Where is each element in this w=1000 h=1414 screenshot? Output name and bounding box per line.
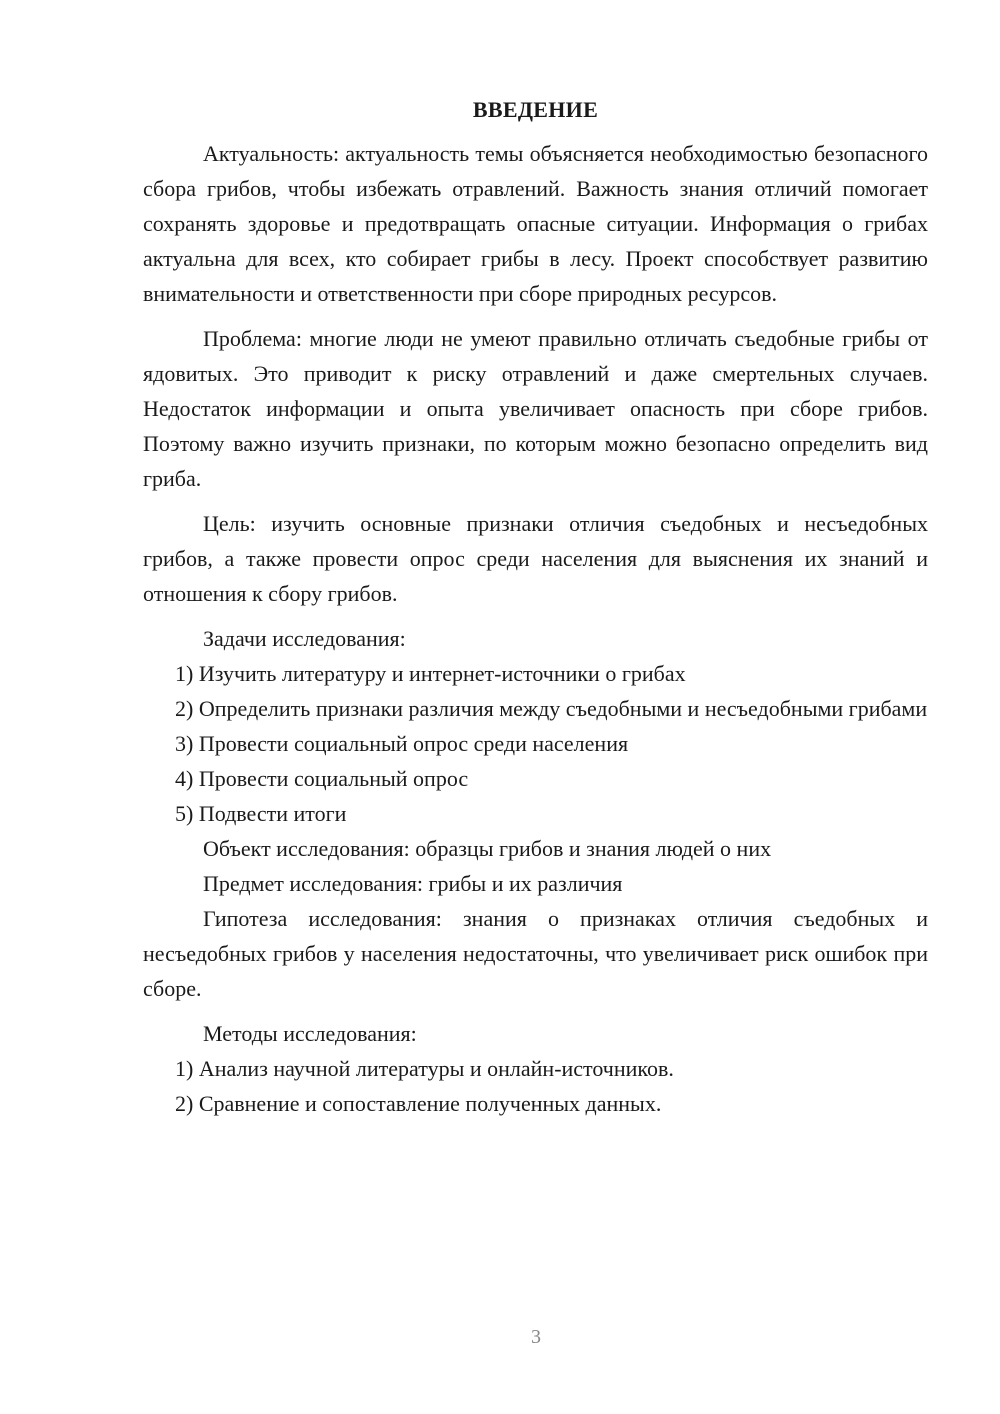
methods-title: Методы исследования:	[203, 1021, 417, 1046]
tasks-title: Задачи исследования:	[203, 626, 406, 651]
task-item-4: 4) Провести социальный опрос	[175, 766, 469, 791]
method-item-1: 1) Анализ научной литературы и онлайн-источников.	[175, 1056, 674, 1081]
relevance-paragraph: Актуальность: актуальность темы объясняется необходимостью безопасного сбора грибов, чтобы избежать отравлений. Важность знания отличий помогает сохранять здоровье и предотвращать опасные ситуации. Информация о грибах актуальна для всех, кто собирает грибы в лесу. Проект способствует развитию внимательности и ответственности при сборе природных ресурсов.	[143, 141, 928, 306]
goal-paragraph: Цель: изучить основные признаки отличия съедобных и несъедобных грибов, а также провести опрос среди населения для выяснения их знаний и отношения к сбору грибов.	[143, 511, 928, 606]
subject-paragraph: Предмет исследования: грибы и их различия	[203, 871, 623, 896]
task-item-5: 5) Подвести итоги	[175, 801, 347, 826]
hypothesis-paragraph: Гипотеза исследования: знания о признаках отличия съедобных и несъедобных грибов у населения недостаточны, что увеличивает риск ошибок при сборе.	[143, 906, 928, 1001]
page-content	[143, 90, 928, 1121]
task-item-3: 3) Провести социальный опрос среди населения	[175, 731, 629, 756]
problem-paragraph: Проблема: многие люди не умеют правильно отличать съедобные грибы от ядовитых. Это приводит к риску отравлений и даже смертельных случаев. Недостаток информации и опыта увеличивает опасность при сборе грибов. Поэтому важно изучить признаки, по которым можно безопасно определить вид гриба.	[143, 326, 928, 491]
task-item-1: 1) Изучить литературу и интернет-источники о грибах	[175, 661, 686, 686]
object-paragraph: Объект исследования: образцы грибов и знания людей о них	[203, 836, 772, 861]
method-item-2: 2) Сравнение и сопоставление полученных данных.	[175, 1091, 662, 1116]
task-item-2: 2) Определить признаки различия между съедобными и несъедобными грибами	[175, 696, 928, 721]
page-number: 3	[531, 1326, 541, 1348]
section-heading: ВВЕДЕНИЕ	[472, 97, 599, 122]
